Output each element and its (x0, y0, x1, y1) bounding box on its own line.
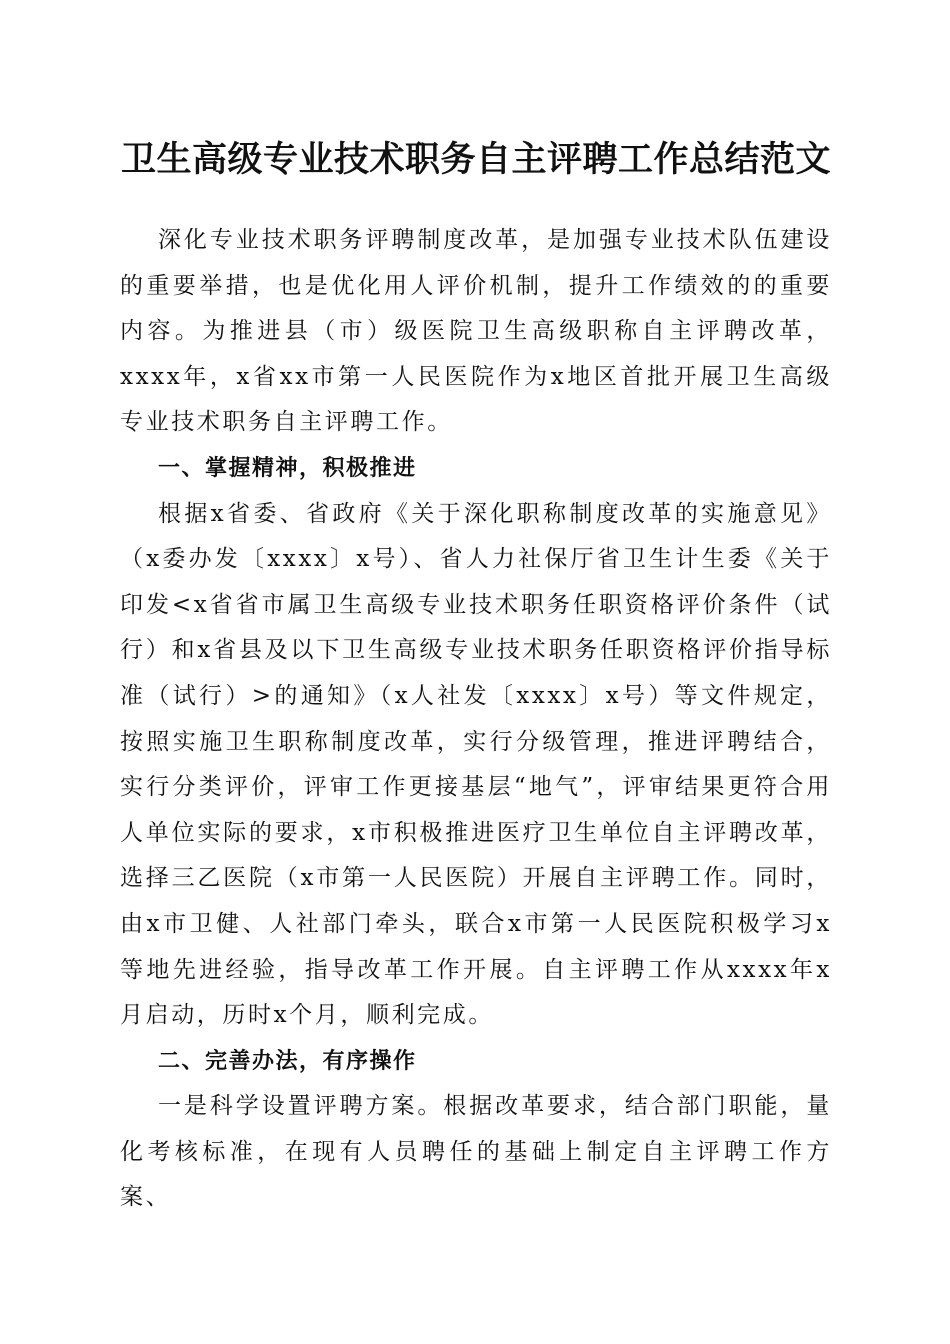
section-heading-2: 二、完善办法，有序操作 (158, 1048, 417, 1074)
section-paragraph-1: 根据x省委、省政府《关于深化职称制度改革的实施意见》（x委办发〔xxxx〕x号）、省人力社保厅省卫生计生委《关于印发<x省省市属卫生高级专业技术职务任职资格评价条件（试行）和x省县及以下卫生高级专业技术职务任职资格评价指导标准（试行）>的通知》（x人社发〔xxxx〕x号）等文件规定，按照实施卫生职称制度改革，实行分级管理，推进评聘结合，实行分类评价，评审工作更接基层“地气”，评审结果更符合用人单位实际的要求，x市积极推进医疗卫生单位自主评聘改革，选择三乙医院（x市第一人民医院）开展自主评聘工作。同时，由x市卫健、人社部门牵头，联合x市第一人民医院积极学习x等地先进经验，指导改革工作开展。自主评聘工作从xxxx年x月启动，历时x个月，顺利完成。 (120, 500, 832, 1029)
intro-paragraph: 深化专业技术职务评聘制度改革，是加强专业技术队伍建设的重要举措，也是优化用人评价机制，提升工作绩效的的重要内容。为推进县（市）级医院卫生高级职称自主评聘改革，xxxx年，x省xx市第一人民医院作为x地区首批开展卫生高级专业技术职务自主评聘工作。 (120, 227, 832, 436)
document-body (120, 218, 832, 1221)
section-paragraph-2: 一是科学设置评聘方案。根据改革要求，结合部门职能，量化考核标准，在现有人员聘任的基础上制定自主评聘工作方案、 (120, 1093, 832, 1211)
document-title: 卫生高级专业技术职务自主评聘工作总结范文 (120, 139, 831, 180)
section-heading-1: 一、掌握精神，积极推进 (158, 455, 417, 481)
